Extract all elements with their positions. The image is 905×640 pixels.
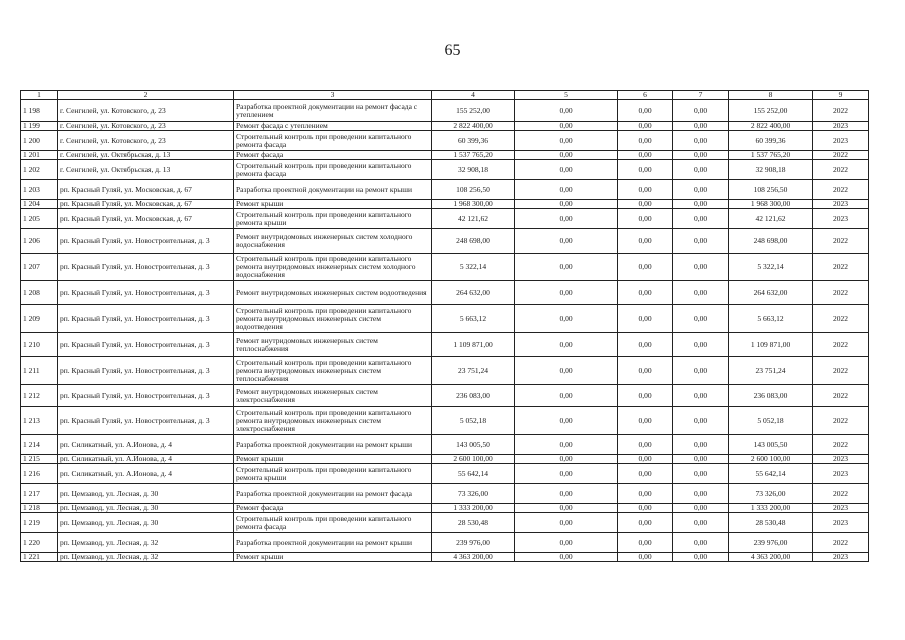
col6-cell: 0,00 bbox=[618, 455, 673, 464]
work-type-cell: Ремонт внутридомовых инженерных систем теплоснабжения bbox=[234, 333, 432, 357]
col8-cell: 1 968 300,00 bbox=[729, 200, 813, 209]
row-number: 1 204 bbox=[21, 200, 58, 209]
table-row bbox=[21, 504, 869, 513]
table-row bbox=[21, 435, 869, 455]
col-header-6: 6 bbox=[618, 91, 673, 100]
col6-cell: 0,00 bbox=[618, 553, 673, 562]
address-cell: рп. Красный Гуляй, ул. Новостроительная, д. 3 bbox=[58, 281, 234, 305]
col7-cell: 0,00 bbox=[673, 407, 729, 435]
col6-cell: 0,00 bbox=[618, 357, 673, 385]
col5-cell: 0,00 bbox=[515, 504, 618, 513]
work-type-cell: Разработка проектной документации на ремонт крыши bbox=[234, 180, 432, 200]
col6-cell: 0,00 bbox=[618, 160, 673, 180]
address-cell: рп. Цемзавод, ул. Лесная, д. 30 bbox=[58, 513, 234, 533]
row-number: 1 210 bbox=[21, 333, 58, 357]
table-row bbox=[21, 455, 869, 464]
address-cell: рп. Красный Гуляй, ул. Московская, д. 67 bbox=[58, 200, 234, 209]
total-cost-cell: 73 326,00 bbox=[432, 484, 515, 504]
col7-cell: 0,00 bbox=[673, 209, 729, 229]
total-cost-cell: 236 083,00 bbox=[432, 385, 515, 407]
col6-cell: 0,00 bbox=[618, 305, 673, 333]
col7-cell: 0,00 bbox=[673, 200, 729, 209]
col7-cell: 0,00 bbox=[673, 553, 729, 562]
work-type-cell: Строительный контроль при проведении капитального ремонта фасада bbox=[234, 160, 432, 180]
col5-cell: 0,00 bbox=[515, 209, 618, 229]
total-cost-cell: 28 530,48 bbox=[432, 513, 515, 533]
row-number: 1 215 bbox=[21, 455, 58, 464]
row-number: 1 221 bbox=[21, 553, 58, 562]
work-type-cell: Ремонт крыши bbox=[234, 200, 432, 209]
total-cost-cell: 5 322,14 bbox=[432, 254, 515, 281]
work-type-cell: Строительный контроль при проведении капитального ремонта внутридомовых инженерных систем электроснабжения bbox=[234, 407, 432, 435]
col-header-8: 8 bbox=[729, 91, 813, 100]
year-cell: 2022 bbox=[813, 357, 869, 385]
col7-cell: 0,00 bbox=[673, 160, 729, 180]
year-cell: 2023 bbox=[813, 131, 869, 151]
year-cell: 2022 bbox=[813, 229, 869, 254]
col5-cell: 0,00 bbox=[515, 385, 618, 407]
col6-cell: 0,00 bbox=[618, 180, 673, 200]
col5-cell: 0,00 bbox=[515, 122, 618, 131]
total-cost-cell: 155 252,00 bbox=[432, 100, 515, 122]
total-cost-cell: 1 333 200,00 bbox=[432, 504, 515, 513]
table-row bbox=[21, 553, 869, 562]
col5-cell: 0,00 bbox=[515, 357, 618, 385]
col8-cell: 248 698,00 bbox=[729, 229, 813, 254]
col5-cell: 0,00 bbox=[515, 180, 618, 200]
row-number: 1 206 bbox=[21, 229, 58, 254]
col-header-7: 7 bbox=[673, 91, 729, 100]
col6-cell: 0,00 bbox=[618, 385, 673, 407]
year-cell: 2022 bbox=[813, 254, 869, 281]
address-cell: рп. Красный Гуляй, ул. Новостроительная, д. 3 bbox=[58, 407, 234, 435]
address-cell: рп. Красный Гуляй, ул. Новостроительная, д. 3 bbox=[58, 305, 234, 333]
col8-cell: 28 530,48 bbox=[729, 513, 813, 533]
table-row bbox=[21, 151, 869, 160]
col7-cell: 0,00 bbox=[673, 513, 729, 533]
col5-cell: 0,00 bbox=[515, 100, 618, 122]
address-cell: рп. Цемзавод, ул. Лесная, д. 32 bbox=[58, 553, 234, 562]
address-cell: г. Сенгилей, ул. Октябрьская, д. 13 bbox=[58, 151, 234, 160]
work-type-cell: Ремонт крыши bbox=[234, 553, 432, 562]
col6-cell: 0,00 bbox=[618, 254, 673, 281]
col8-cell: 5 052,18 bbox=[729, 407, 813, 435]
col7-cell: 0,00 bbox=[673, 131, 729, 151]
year-cell: 2023 bbox=[813, 209, 869, 229]
col-header-4: 4 bbox=[432, 91, 515, 100]
year-cell: 2023 bbox=[813, 200, 869, 209]
table-row bbox=[21, 305, 869, 333]
col7-cell: 0,00 bbox=[673, 357, 729, 385]
work-type-cell: Разработка проектной документации на ремонт крыши bbox=[234, 435, 432, 455]
col8-cell: 2 600 100,00 bbox=[729, 455, 813, 464]
total-cost-cell: 5 052,18 bbox=[432, 407, 515, 435]
row-number: 1 211 bbox=[21, 357, 58, 385]
col7-cell: 0,00 bbox=[673, 455, 729, 464]
col5-cell: 0,00 bbox=[515, 160, 618, 180]
col6-cell: 0,00 bbox=[618, 333, 673, 357]
col5-cell: 0,00 bbox=[515, 435, 618, 455]
row-number: 1 202 bbox=[21, 160, 58, 180]
row-number: 1 214 bbox=[21, 435, 58, 455]
col7-cell: 0,00 bbox=[673, 333, 729, 357]
row-number: 1 198 bbox=[21, 100, 58, 122]
work-type-cell: Ремонт внутридомовых инженерных систем электроснабжения bbox=[234, 385, 432, 407]
address-cell: рп. Красный Гуляй, ул. Новостроительная, д. 3 bbox=[58, 229, 234, 254]
total-cost-cell: 143 005,50 bbox=[432, 435, 515, 455]
year-cell: 2022 bbox=[813, 180, 869, 200]
work-type-cell: Разработка проектной документации на ремонт фасада bbox=[234, 484, 432, 504]
col6-cell: 0,00 bbox=[618, 407, 673, 435]
address-cell: рп. Цемзавод, ул. Лесная, д. 30 bbox=[58, 484, 234, 504]
year-cell: 2022 bbox=[813, 533, 869, 553]
col8-cell: 73 326,00 bbox=[729, 484, 813, 504]
col8-cell: 239 976,00 bbox=[729, 533, 813, 553]
total-cost-cell: 2 600 100,00 bbox=[432, 455, 515, 464]
col8-cell: 155 252,00 bbox=[729, 100, 813, 122]
row-number: 1 219 bbox=[21, 513, 58, 533]
total-cost-cell: 42 121,62 bbox=[432, 209, 515, 229]
col8-cell: 236 083,00 bbox=[729, 385, 813, 407]
col6-cell: 0,00 bbox=[618, 513, 673, 533]
total-cost-cell: 4 363 200,00 bbox=[432, 553, 515, 562]
col5-cell: 0,00 bbox=[515, 484, 618, 504]
col8-cell: 4 363 200,00 bbox=[729, 553, 813, 562]
col8-cell: 1 537 765,20 bbox=[729, 151, 813, 160]
address-cell: рп. Силикатный, ул. А.Ионова, д. 4 bbox=[58, 464, 234, 484]
work-type-cell: Разработка проектной документации на ремонт фасада с утеплением bbox=[234, 100, 432, 122]
address-cell: рп. Красный Гуляй, ул. Новостроительная, д. 3 bbox=[58, 357, 234, 385]
table-row bbox=[21, 254, 869, 281]
total-cost-cell: 264 632,00 bbox=[432, 281, 515, 305]
col5-cell: 0,00 bbox=[515, 533, 618, 553]
col7-cell: 0,00 bbox=[673, 504, 729, 513]
work-type-cell: Ремонт внутридомовых инженерных систем холодного водоснабжения bbox=[234, 229, 432, 254]
work-type-cell: Строительный контроль при проведении капитального ремонта крыши bbox=[234, 464, 432, 484]
year-cell: 2023 bbox=[813, 553, 869, 562]
year-cell: 2022 bbox=[813, 100, 869, 122]
work-type-cell: Строительный контроль при проведении капитального ремонта фасада bbox=[234, 131, 432, 151]
address-cell: рп. Цемзавод, ул. Лесная, д. 30 bbox=[58, 504, 234, 513]
total-cost-cell: 23 751,24 bbox=[432, 357, 515, 385]
row-number: 1 207 bbox=[21, 254, 58, 281]
col8-cell: 60 399,36 bbox=[729, 131, 813, 151]
col6-cell: 0,00 bbox=[618, 281, 673, 305]
work-type-cell: Строительный контроль при проведении капитального ремонта фасада bbox=[234, 513, 432, 533]
address-cell: рп. Красный Гуляй, ул. Новостроительная, д. 3 bbox=[58, 333, 234, 357]
table-row bbox=[21, 131, 869, 151]
row-number: 1 209 bbox=[21, 305, 58, 333]
col5-cell: 0,00 bbox=[515, 151, 618, 160]
year-cell: 2023 bbox=[813, 455, 869, 464]
col7-cell: 0,00 bbox=[673, 464, 729, 484]
col6-cell: 0,00 bbox=[618, 200, 673, 209]
col8-cell: 32 908,18 bbox=[729, 160, 813, 180]
year-cell: 2022 bbox=[813, 385, 869, 407]
col7-cell: 0,00 bbox=[673, 229, 729, 254]
total-cost-cell: 5 663,12 bbox=[432, 305, 515, 333]
col6-cell: 0,00 bbox=[618, 229, 673, 254]
col8-cell: 108 256,50 bbox=[729, 180, 813, 200]
capital-repair-table bbox=[20, 90, 869, 562]
col6-cell: 0,00 bbox=[618, 504, 673, 513]
col8-cell: 55 642,14 bbox=[729, 464, 813, 484]
total-cost-cell: 2 822 400,00 bbox=[432, 122, 515, 131]
col5-cell: 0,00 bbox=[515, 407, 618, 435]
year-cell: 2022 bbox=[813, 484, 869, 504]
row-number: 1 205 bbox=[21, 209, 58, 229]
table-row bbox=[21, 533, 869, 553]
year-cell: 2022 bbox=[813, 151, 869, 160]
table-row bbox=[21, 180, 869, 200]
col6-cell: 0,00 bbox=[618, 533, 673, 553]
col5-cell: 0,00 bbox=[515, 333, 618, 357]
total-cost-cell: 1 968 300,00 bbox=[432, 200, 515, 209]
col7-cell: 0,00 bbox=[673, 533, 729, 553]
address-cell: г. Сенгилей, ул. Октябрьская, д. 13 bbox=[58, 160, 234, 180]
table-row bbox=[21, 200, 869, 209]
col5-cell: 0,00 bbox=[515, 513, 618, 533]
col7-cell: 0,00 bbox=[673, 305, 729, 333]
col5-cell: 0,00 bbox=[515, 464, 618, 484]
total-cost-cell: 248 698,00 bbox=[432, 229, 515, 254]
col5-cell: 0,00 bbox=[515, 131, 618, 151]
col5-cell: 0,00 bbox=[515, 553, 618, 562]
row-number: 1 212 bbox=[21, 385, 58, 407]
year-cell: 2022 bbox=[813, 407, 869, 435]
year-cell: 2023 bbox=[813, 504, 869, 513]
col8-cell: 1 109 871,00 bbox=[729, 333, 813, 357]
year-cell: 2022 bbox=[813, 435, 869, 455]
work-type-cell: Строительный контроль при проведении капитального ремонта внутридомовых инженерных систем теплоснабжения bbox=[234, 357, 432, 385]
work-type-cell: Строительный контроль при проведении капитального ремонта внутридомовых инженерных систем водоотведения bbox=[234, 305, 432, 333]
total-cost-cell: 1 537 765,20 bbox=[432, 151, 515, 160]
col7-cell: 0,00 bbox=[673, 281, 729, 305]
col6-cell: 0,00 bbox=[618, 435, 673, 455]
table-row bbox=[21, 464, 869, 484]
table-row bbox=[21, 160, 869, 180]
address-cell: рп. Цемзавод, ул. Лесная, д. 32 bbox=[58, 533, 234, 553]
col5-cell: 0,00 bbox=[515, 229, 618, 254]
col8-cell: 23 751,24 bbox=[729, 357, 813, 385]
row-number: 1 203 bbox=[21, 180, 58, 200]
col7-cell: 0,00 bbox=[673, 180, 729, 200]
work-type-cell: Разработка проектной документации на ремонт крыши bbox=[234, 533, 432, 553]
col5-cell: 0,00 bbox=[515, 305, 618, 333]
col5-cell: 0,00 bbox=[515, 200, 618, 209]
address-cell: г. Сенгилей, ул. Котовского, д. 23 bbox=[58, 100, 234, 122]
column-number-header bbox=[21, 91, 869, 100]
col7-cell: 0,00 bbox=[673, 385, 729, 407]
col5-cell: 0,00 bbox=[515, 254, 618, 281]
col8-cell: 5 663,12 bbox=[729, 305, 813, 333]
col6-cell: 0,00 bbox=[618, 100, 673, 122]
row-number: 1 199 bbox=[21, 122, 58, 131]
year-cell: 2022 bbox=[813, 160, 869, 180]
work-type-cell: Ремонт внутридомовых инженерных систем водоотведения bbox=[234, 281, 432, 305]
total-cost-cell: 239 976,00 bbox=[432, 533, 515, 553]
col5-cell: 0,00 bbox=[515, 281, 618, 305]
col8-cell: 143 005,50 bbox=[729, 435, 813, 455]
address-cell: г. Сенгилей, ул. Котовского, д. 23 bbox=[58, 122, 234, 131]
row-number: 1 216 bbox=[21, 464, 58, 484]
address-cell: рп. Красный Гуляй, ул. Новостроительная, д. 3 bbox=[58, 385, 234, 407]
col8-cell: 42 121,62 bbox=[729, 209, 813, 229]
total-cost-cell: 108 256,50 bbox=[432, 180, 515, 200]
address-cell: рп. Силикатный, ул. А.Ионова, д. 4 bbox=[58, 435, 234, 455]
row-number: 1 213 bbox=[21, 407, 58, 435]
col8-cell: 264 632,00 bbox=[729, 281, 813, 305]
year-cell: 2022 bbox=[813, 305, 869, 333]
col-header-5: 5 bbox=[515, 91, 618, 100]
work-type-cell: Ремонт фасада bbox=[234, 151, 432, 160]
col6-cell: 0,00 bbox=[618, 464, 673, 484]
col8-cell: 5 322,14 bbox=[729, 254, 813, 281]
year-cell: 2023 bbox=[813, 122, 869, 131]
work-type-cell: Строительный контроль при проведении капитального ремонта крыши bbox=[234, 209, 432, 229]
col-header-2: 2 bbox=[58, 91, 234, 100]
work-type-cell: Ремонт фасада с утеплением bbox=[234, 122, 432, 131]
table-row bbox=[21, 122, 869, 131]
table-row bbox=[21, 333, 869, 357]
row-number: 1 218 bbox=[21, 504, 58, 513]
col6-cell: 0,00 bbox=[618, 122, 673, 131]
col7-cell: 0,00 bbox=[673, 100, 729, 122]
address-cell: рп. Красный Гуляй, ул. Московская, д. 67 bbox=[58, 180, 234, 200]
col8-cell: 2 822 400,00 bbox=[729, 122, 813, 131]
table-row bbox=[21, 100, 869, 122]
total-cost-cell: 55 642,14 bbox=[432, 464, 515, 484]
col5-cell: 0,00 bbox=[515, 455, 618, 464]
page-number: 65 bbox=[444, 42, 461, 59]
table-row bbox=[21, 513, 869, 533]
table-row bbox=[21, 229, 869, 254]
table-row bbox=[21, 357, 869, 385]
row-number: 1 201 bbox=[21, 151, 58, 160]
row-number: 1 220 bbox=[21, 533, 58, 553]
row-number: 1 200 bbox=[21, 131, 58, 151]
year-cell: 2023 bbox=[813, 513, 869, 533]
year-cell: 2022 bbox=[813, 333, 869, 357]
table-row bbox=[21, 281, 869, 305]
col7-cell: 0,00 bbox=[673, 254, 729, 281]
year-cell: 2022 bbox=[813, 281, 869, 305]
table-row bbox=[21, 407, 869, 435]
table-row bbox=[21, 209, 869, 229]
col7-cell: 0,00 bbox=[673, 435, 729, 455]
total-cost-cell: 32 908,18 bbox=[432, 160, 515, 180]
col7-cell: 0,00 bbox=[673, 122, 729, 131]
col-header-3: 3 bbox=[234, 91, 432, 100]
row-number: 1 217 bbox=[21, 484, 58, 504]
col7-cell: 0,00 bbox=[673, 151, 729, 160]
address-cell: г. Сенгилей, ул. Котовского, д. 23 bbox=[58, 131, 234, 151]
col6-cell: 0,00 bbox=[618, 209, 673, 229]
year-cell: 2023 bbox=[813, 464, 869, 484]
col8-cell: 1 333 200,00 bbox=[729, 504, 813, 513]
address-cell: рп. Красный Гуляй, ул. Московская, д. 67 bbox=[58, 209, 234, 229]
address-cell: рп. Силикатный, ул. А.Ионова, д. 4 bbox=[58, 455, 234, 464]
address-cell: рп. Красный Гуляй, ул. Новостроительная, д. 3 bbox=[58, 254, 234, 281]
col-header-9: 9 bbox=[813, 91, 869, 100]
col6-cell: 0,00 bbox=[618, 131, 673, 151]
col6-cell: 0,00 bbox=[618, 484, 673, 504]
total-cost-cell: 1 109 871,00 bbox=[432, 333, 515, 357]
work-type-cell: Ремонт фасада bbox=[234, 504, 432, 513]
table-row bbox=[21, 385, 869, 407]
work-type-cell: Строительный контроль при проведении капитального ремонта внутридомовых инженерных систем холодного водоснабжения bbox=[234, 254, 432, 281]
table-row bbox=[21, 484, 869, 504]
col6-cell: 0,00 bbox=[618, 151, 673, 160]
work-type-cell: Ремонт крыши bbox=[234, 455, 432, 464]
col7-cell: 0,00 bbox=[673, 484, 729, 504]
row-number: 1 208 bbox=[21, 281, 58, 305]
col-header-1: 1 bbox=[21, 91, 58, 100]
total-cost-cell: 60 399,36 bbox=[432, 131, 515, 151]
